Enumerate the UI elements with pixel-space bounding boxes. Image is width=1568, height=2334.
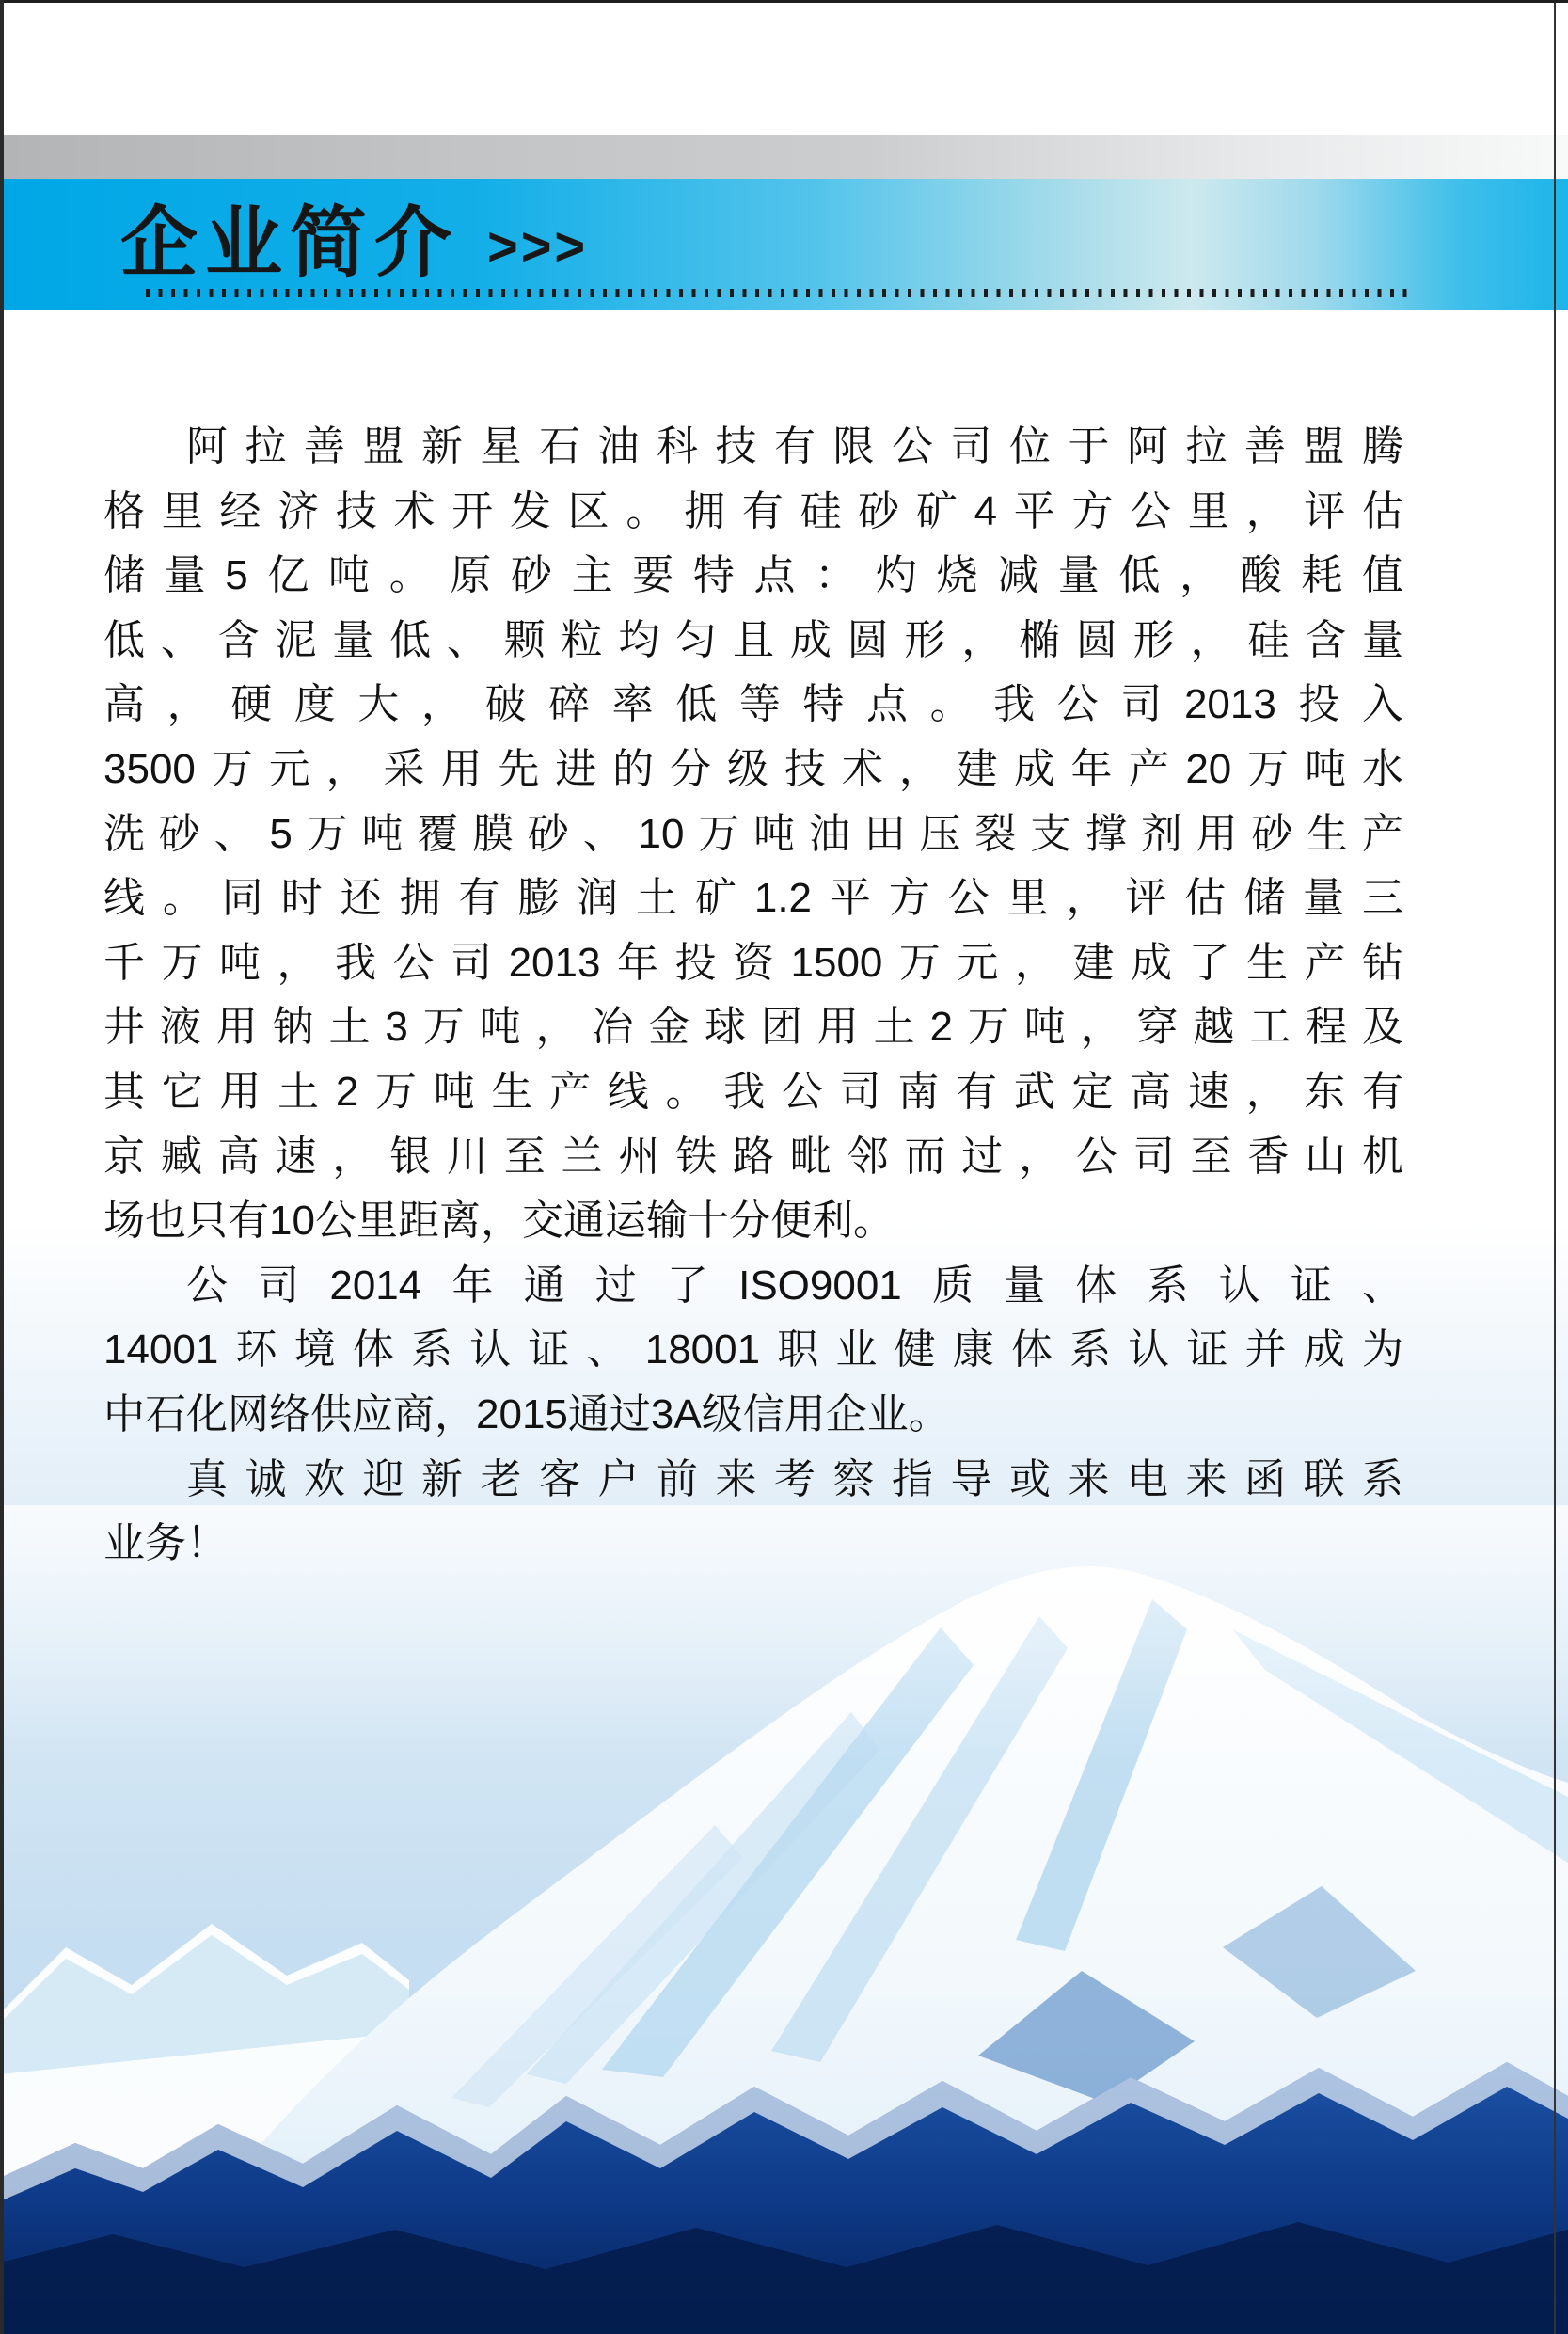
- text-line: 低、含泥量低、颗粒均匀且成圆形，椭圆形，硅含量: [103, 616, 1403, 663]
- text-line: 千万吨，我公司2013年投资1500万元，建成了生产钻: [103, 939, 1403, 986]
- right-crop-rule: [1554, 0, 1556, 2334]
- text-line: 14001环境体系认证、18001职业健康体系认证并成为: [103, 1326, 1403, 1373]
- text-line: 线。同时还拥有膨润土矿1.2平方公里，评估储量三: [103, 875, 1403, 922]
- top-border: [0, 0, 1568, 3]
- dotted-divider: [146, 289, 1416, 297]
- text-line: 洗砂、5万吨覆膜砂、10万吨油田压裂支撑剂用砂生产: [103, 810, 1403, 857]
- chevrons-icon: >>>: [487, 214, 589, 278]
- text-line: 格里经济技术开发区。拥有硅砂矿4平方公里，评估: [103, 487, 1403, 534]
- text-line: 京臧高速，银川至兰州铁路毗邻而过，公司至香山机: [103, 1133, 1403, 1180]
- text-line: 中石化网络供应商，2015通过3A级信用企业。: [103, 1390, 950, 1437]
- text-line: 井液用钠土3万吨，冶金球团用土2万吨，穿越工程及: [103, 1004, 1403, 1051]
- text-line: 阿拉善盟新星石油科技有限公司位于阿拉善盟腾: [186, 423, 1403, 469]
- header: [120, 184, 589, 286]
- text-line: 业务！: [103, 1520, 228, 1567]
- text-line: 其它用土2万吨生产线。我公司南有武定高速，东有: [103, 1068, 1403, 1115]
- text-line: 真诚欢迎新老客户前来考察指导或来电来函联系: [186, 1455, 1403, 1502]
- left-border: [0, 0, 4, 2334]
- text-line: 公司2014年通过了ISO9001质量体系认证、: [186, 1262, 1403, 1309]
- gray-gradient-bar: [0, 135, 1568, 179]
- page-title: 企业简介: [120, 200, 460, 286]
- body-text: [103, 415, 1403, 1577]
- text-line: 3500万元，采用先进的分级技术，建成年产20万吨水: [103, 745, 1403, 792]
- text-line: 场也只有10公里距离，交通运输十分便利。: [103, 1198, 895, 1245]
- text-line: 储量5亿吨。原砂主要特点：灼烧减量低，酸耗值: [103, 552, 1403, 599]
- text-line: 高，硬度大，破碎率低等特点。我公司2013投入: [103, 681, 1403, 728]
